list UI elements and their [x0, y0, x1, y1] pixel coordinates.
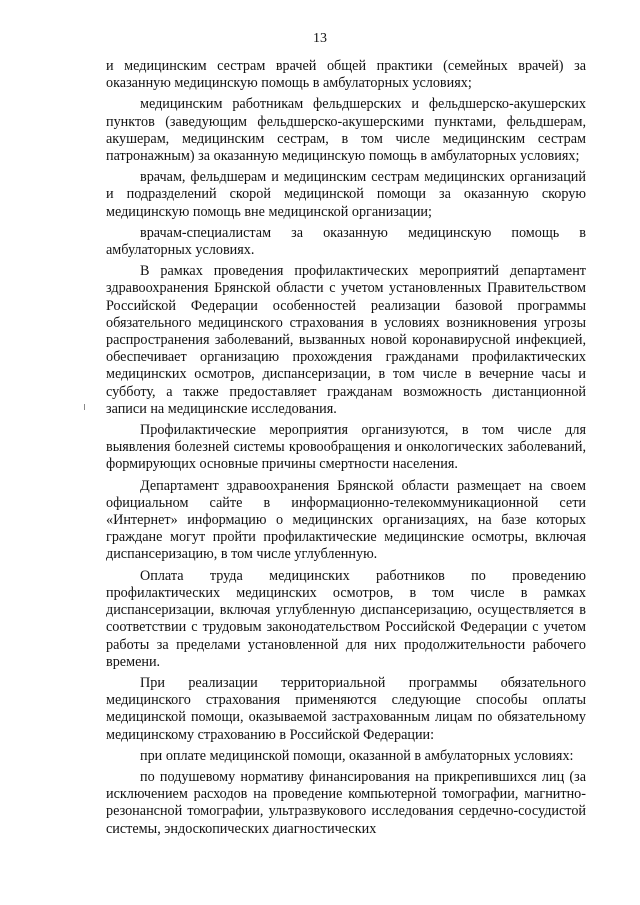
paragraph: Департамент здравоохранения Брянской области размещает на своем официальном сайте в информационно-телекоммуникационной сети «Интернет» информацию о медицинских организациях, на базе которых граждане могут пройти профилактические медицинские осмотры, включая диспансеризацию, в том числе углубленную.	[106, 477, 586, 563]
scan-mark	[84, 404, 85, 410]
paragraph: при оплате медицинской помощи, оказанной в амбулаторных условиях:	[140, 747, 574, 764]
document-body	[106, 58, 586, 842]
paragraph: врачам, фельдшерам и медицинским сестрам медицинских организаций и подразделений скорой медицинской помощи за оказанную скорую медицинскую помощь вне медицинской организации;	[106, 169, 586, 220]
paragraph: В рамках проведения профилактических мероприятий департамент здравоохранения Брянской области с учетом установленных Правительством Российской Федерации особенностей реализации базовой программы обязательного медицинского страхования в условиях возникновения угрозы распространения заболеваний, вызванных новой коронавирусной инфекцией, обеспечивает организацию прохождения гражданами профилактических медицинских осмотров, диспансеризации, в том числе в вечерние часы и субботу, а также предоставляет гражданам возможность дистанционной записи на медицинские исследования.	[106, 263, 586, 417]
paragraph-continuation: и медицинским сестрам врачей общей практики (семейных врачей) за оказанную медицинскую помощь в амбулаторных условиях;	[106, 58, 586, 92]
paragraph: Профилактические мероприятия организуются, в том числе для выявления болезней системы кровообращения и онкологических заболеваний, формирующих основные причины смертности населения.	[106, 422, 586, 473]
paragraph: При реализации территориальной программы обязательного медицинского страхования применяются следующие способы оплаты медицинской помощи, оказываемой застрахованным лицам по обязательному медицинскому страхованию в Российской Федерации:	[106, 674, 586, 743]
paragraph: по подушевому нормативу финансирования на прикрепившихся лиц (за исключением расходов на проведение компьютерной томографии, магнитно-резонансной томографии, ультразвукового исследования сердечно-сосудистой системы, эндоскопических диагностических	[106, 768, 586, 837]
paragraph: Оплата труда медицинских работников по проведению профилактических медицинских осмотров, в том числе в рамках диспансеризации, включая углубленную диспансеризацию, осуществляется в соответствии с трудовым законодательством Российской Федерации с учетом работы за пределами установленной для них продолжительности рабочего времени.	[106, 567, 586, 670]
page-number: 13	[313, 31, 327, 46]
paragraph: врачам-специалистам за оказанную медицинскую помощь в амбулаторных условиях.	[106, 224, 586, 259]
paragraph: медицинским работникам фельдшерских и фельдшерско-акушерских пунктов (заведующим фельдшерско-акушерскими пунктами, фельдшерам, акушерам, медицинским сестрам, в том числе медицинским сестрам патронажным) за оказанную медицинскую помощь в амбулаторных условиях;	[106, 96, 586, 165]
